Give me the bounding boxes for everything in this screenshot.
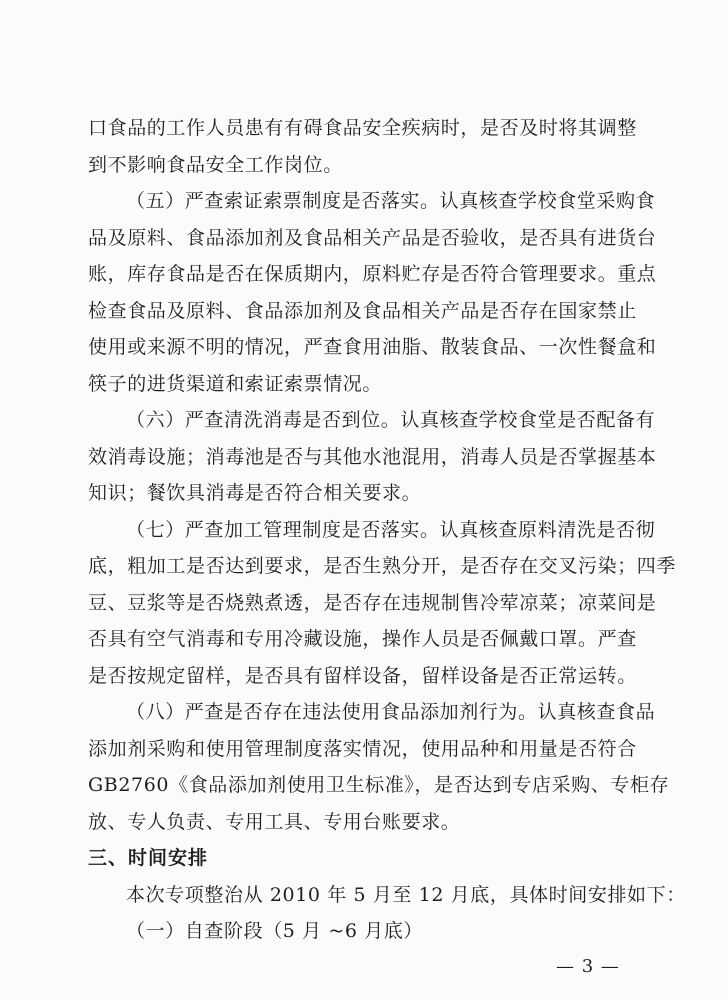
paragraph-line: 口食品的工作人员患有有碍食品安全疾病时，是否及时将其调整 — [88, 117, 637, 139]
section-heading: 三、时间安排 — [88, 847, 209, 869]
paragraph-line: 品及原料、食品添加剂及食品相关产品是否验收，是否具有进货台 — [88, 227, 657, 249]
paragraph-line: （八）严查是否存在违法使用食品添加剂行为。认真核查食品 — [126, 701, 656, 723]
paragraph-line: 否具有空气消毒和专用冷藏设施，操作人员是否佩戴口罩。严查 — [88, 628, 637, 650]
paragraph-line: GB2760《食品添加剂使用卫生标准》，是否达到专店采购、专柜存 — [88, 774, 670, 796]
paragraph-line: 知识；餐饮具消毒是否符合相关要求。 — [88, 482, 422, 504]
paragraph-line: 账，库存食品是否在保质期内，原料贮存是否符合管理要求。重点 — [88, 263, 657, 285]
schedule-phase-one: （一）自查阶段（5 月 ~6 月底） — [126, 920, 424, 942]
paragraph-line: （七）严查加工管理制度是否落实。认真核查原料清洗是否彻 — [126, 519, 656, 541]
paragraph-line: （五）严查索证索票制度是否落实。认真核查学校食堂采购食 — [126, 190, 656, 212]
paragraph-line: （六）严查清洗消毒是否到位。认真核查学校食堂是否配备有 — [126, 409, 656, 431]
page-number: — 3 — — [556, 956, 620, 977]
paragraph-line: 筷子的进货渠道和索证索票情况。 — [88, 373, 383, 395]
paragraph-line: 豆、豆浆等是否烧熟煮透，是否存在违规制售冷荤凉菜；凉菜间是 — [88, 592, 657, 614]
schedule-intro: 本次专项整治从 2010 年 5 月至 12 月底，具体时间安排如下： — [126, 884, 686, 906]
paragraph-line: 检查食品及原料、食品添加剂及食品相关产品是否存在国家禁止 — [88, 300, 637, 322]
paragraph-line: 底，粗加工是否达到要求，是否生熟分开，是否存在交叉污染；四季 — [88, 555, 677, 577]
paragraph-line: 放、专人负责、专用工具、专用台账要求。 — [88, 811, 461, 833]
paragraph-line: 添加剂采购和使用管理制度落实情况，使用品种和用量是否符合 — [88, 738, 637, 760]
paragraph-line: 是否按规定留样，是否具有留样设备，留样设备是否正常运转。 — [88, 665, 637, 687]
paragraph-line: 效消毒设施；消毒池是否与其他水池混用，消毒人员是否掌握基本 — [88, 446, 657, 468]
paragraph-line: 到不影响食品安全工作岗位。 — [88, 154, 343, 176]
paragraph-line: 使用或来源不明的情况，严查食用油脂、散装食品、一次性餐盒和 — [88, 336, 657, 358]
